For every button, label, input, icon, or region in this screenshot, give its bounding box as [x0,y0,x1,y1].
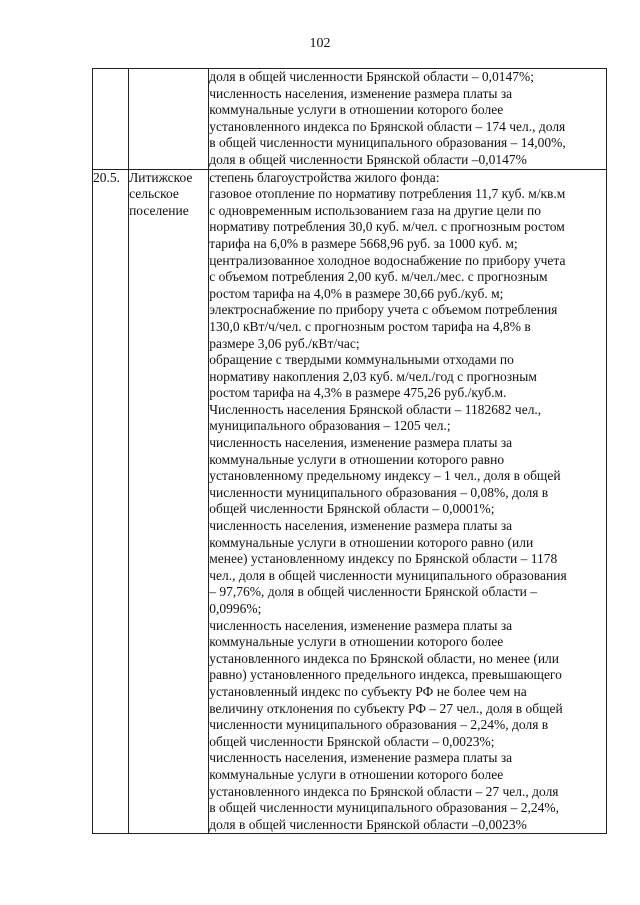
row-text-cell [209,169,607,834]
text-line: численность населения, изменение размера платы за [209,617,513,633]
text-line: величину отклонения по субъекту РФ – 27 чел., доля в общей [209,700,563,716]
text-line: доля в общей численности Брянской области –0,0023% [209,816,527,832]
text-line: численность населения, изменение размера платы за [209,750,513,766]
text-line: в общей численности муниципального образования – 2,24%, [209,800,559,816]
text-line: нормативу накопления 2,03 куб. м/чел./год с прогнозным [209,368,537,384]
text-line: коммунальные услуги в отношении которого равно (или [209,534,534,550]
text-line: в общей численности муниципального образования – 14,00%, [209,135,566,151]
text-line: коммунальные услуги в отношении которого равно [209,451,505,467]
text-line: нормативу потребления 30,0 куб. м/чел. с прогнозным ростом [209,219,565,235]
row-settlement-name [129,169,209,834]
row-number: 20.5. [93,169,129,834]
page-number: 102 [309,36,331,51]
text-line: установленный индекс по субъекту РФ не более чем на [209,683,527,699]
data-table [92,68,607,834]
text-line: численности муниципального образования – 2,24%, доля в [209,717,549,733]
name-line: сельское [129,186,179,202]
text-line: размере 3,06 руб./кВт/час; [209,335,360,351]
text-line: коммунальные услуги в отношении которого более [209,766,504,782]
text-line: общей численности Брянской области – 0,0023%; [209,733,495,749]
name-line: поселение [129,202,189,218]
text-line: степень благоустройства жилого фонда: [209,169,440,185]
text-line: установленного индекса по Брянской области – 27 чел., доля [209,783,559,799]
text-line: ростом тарифа на 4,0% в размере 30,66 руб./куб. м; [209,285,504,301]
text-line: электроснабжение по прибору учета с объемом потребления [209,302,558,318]
text-line: численность населения, изменение размера платы за [209,518,513,534]
table-row-20-5 [93,169,607,834]
text-line: чел., доля в общей численности муниципального образования [209,567,567,583]
text-line: Численность населения Брянской области – 1182682 чел., [209,401,542,417]
text-line: муниципального образования – 1205 чел.; [209,418,451,434]
text-line: численность населения, изменение размера платы за [209,435,513,451]
text-line: общей численности Брянской области – 0,0001%; [209,501,495,517]
text-line: доля в общей численности Брянской области – 0,0147%; [209,69,534,84]
text-line: установленного индекса по Брянской области, но менее (или [209,650,560,666]
text-line: коммунальные услуги в отношении которого более [209,634,504,650]
text-line: установленного индекса по Брянской области – 174 чел., доля [209,118,566,134]
text-line: ростом тарифа на 4,3% в размере 475,26 руб./куб.м. [209,385,507,401]
text-line: с одновременным использованием газа на другие цели по [209,202,541,218]
text-line: 0,0996%; [209,601,262,616]
text-line: установленному предельному индексу – 1 чел., доля в общей [209,468,561,484]
text-line: численности муниципального образования – 0,08%, доля в [209,484,549,500]
text-line: тарифа на 6,0% в размере 5668,96 руб. за 1000 куб. м; [209,235,518,251]
text-line: централизованное холодное водоснабжение по прибору учета [209,252,566,268]
row-text-cell-continued [209,69,607,170]
table-row-continued [93,69,607,170]
row-name-cell-empty [129,69,209,170]
row-number-cell-empty [93,69,129,170]
text-line: менее) установленному индексу по Брянской области – 1178 [209,551,558,567]
text-line: газовое отопление по нормативу потребления 11,7 куб. м/кв.м [209,186,566,202]
text-line: с объемом потребления 2,00 куб. м/чел./мес. с прогнозным [209,269,548,285]
text-line: доля в общей численности Брянской области –0,0147% [209,151,527,167]
text-line: коммунальные услуги в отношении которого более [209,102,504,118]
text-line: равно) установленного предельного индекса, превышающего [209,667,562,683]
text-line: – 97,76%, доля в общей численности Брянской области – [209,584,537,600]
text-line: обращение с твердыми коммунальными отходами по [209,352,514,368]
text-line: численность населения, изменение размера платы за [209,85,513,101]
text-line: 130,0 кВт/ч/чел. с прогнозным ростом тарифа на 4,8% в [209,318,531,334]
name-line: Литижское [129,169,193,185]
